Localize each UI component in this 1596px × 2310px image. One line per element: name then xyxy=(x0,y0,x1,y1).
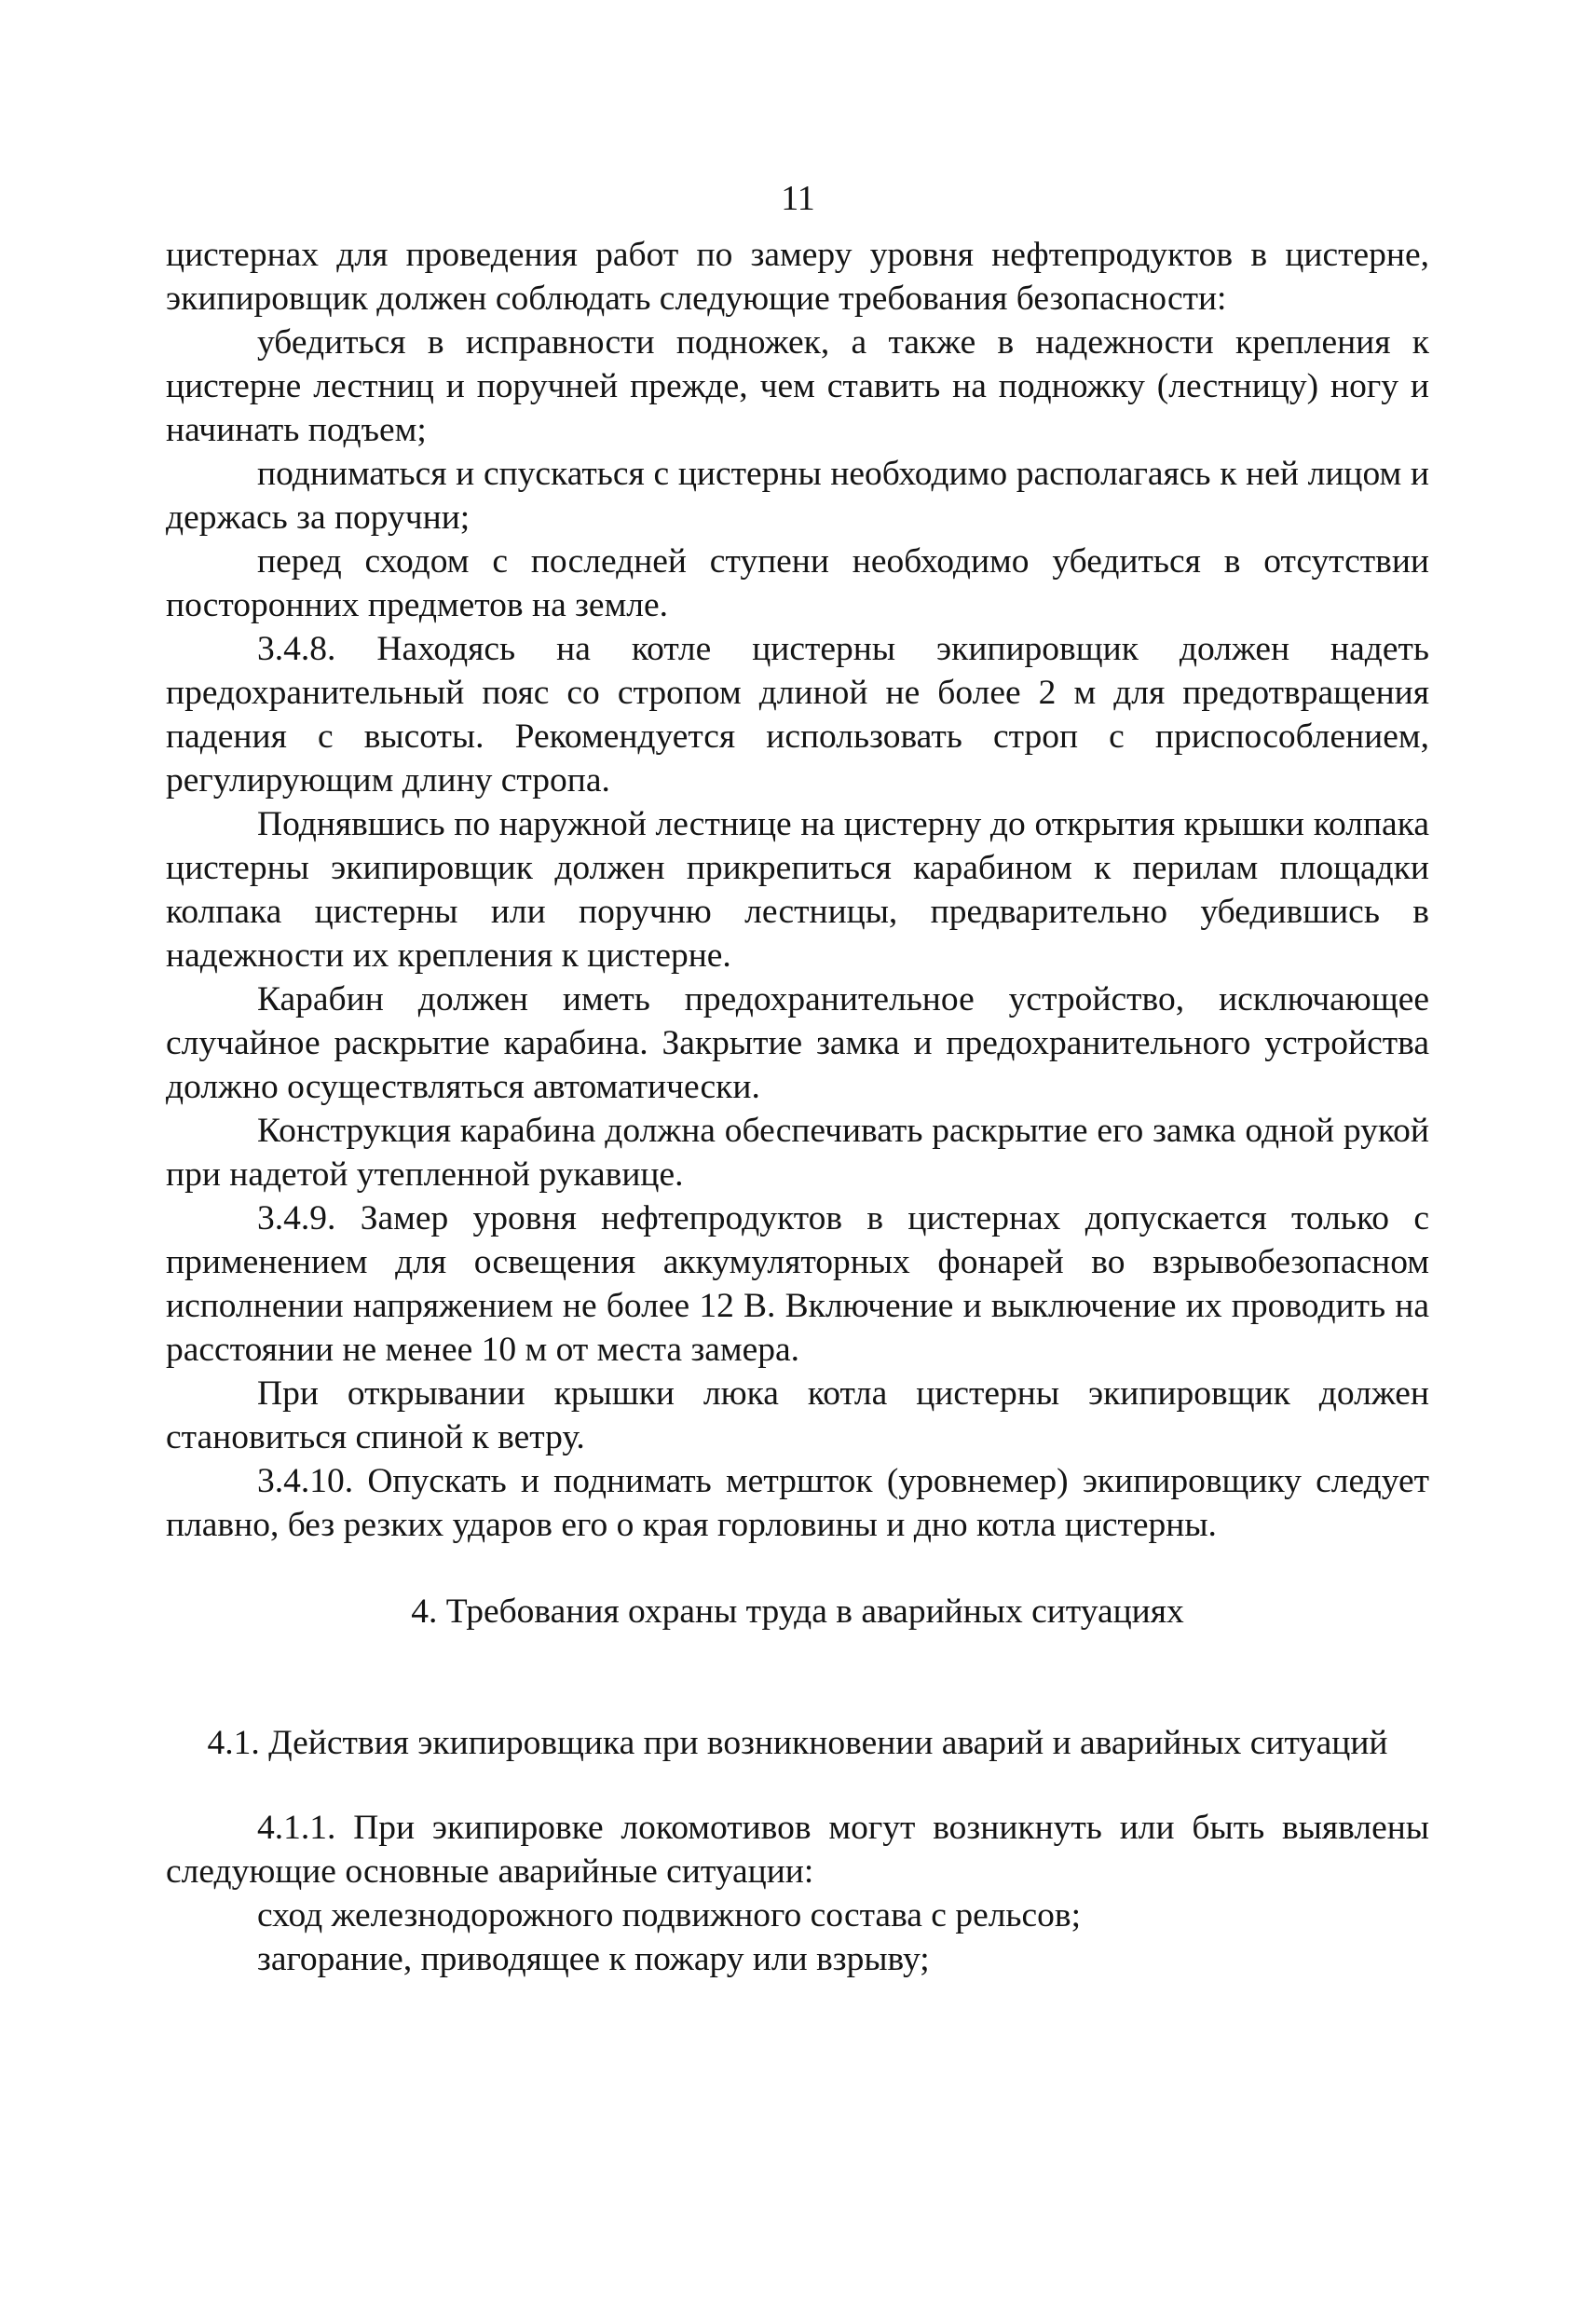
paragraph-3-4-10: 3.4.10. Опускать и поднимать метршток (уровнемер) экипировщику следует плавно, без резких ударов его о края горловины и дно котла цистерны. xyxy=(166,1462,1429,1544)
paragraph-3-4-9: 3.4.9. Замер уровня нефтепродуктов в цистернах допускается только с применением для освещения аккумуляторных фонарей во взрывобезопасном исполнении напряжением не более 12 В. Включение и выключение их проводить на расстоянии не менее 10 м от места замера. xyxy=(166,1199,1429,1369)
paragraph-hatch-opening: При открывании крышки люка котла цистерны экипировщик должен становиться спиной к ветру. xyxy=(166,1374,1429,1456)
page-number: 11 xyxy=(781,179,815,218)
document-body xyxy=(166,233,1429,1981)
paragraph-carabine-safety: Карабин должен иметь предохранительное устройство, исключающее случайное раскрытие карабина. Закрытие замка и предохранительного устройства должно осуществляться автоматически. xyxy=(166,980,1429,1106)
paragraph-carabine-design: Конструкция карабина должна обеспечивать раскрытие его замка одной рукой при надетой утепленной рукавице. xyxy=(166,1112,1429,1194)
paragraph-step-footrests: убедиться в исправности подножек, а также в надежности крепления к цистерне лестниц и поручней прежде, чем ставить на подножку (лестницу) ногу и начинать подъем; xyxy=(166,323,1429,449)
paragraph-4-1-1: 4.1.1. При экипировке локомотивов могут возникнуть или быть выявлены следующие основные аварийные ситуации: xyxy=(166,1809,1429,1891)
list-item-derailment: сход железнодорожного подвижного состава с рельсов; xyxy=(257,1896,1082,1934)
paragraph-continuation: цистернах для проведения работ по замеру уровня нефтепродуктов в цистерне, экипировщик должен соблюдать следующие требования безопасности: xyxy=(166,236,1429,318)
paragraph-step-descent: перед сходом с последней ступени необходимо убедиться в отсутствии посторонних предметов на земле. xyxy=(166,542,1429,624)
section-heading: 4. Требования охраны труда в аварийных ситуациях xyxy=(411,1592,1184,1631)
list-item-fire: загорание, приводящее к пожару или взрыву; xyxy=(257,1940,930,1978)
paragraph-3-4-8: 3.4.8. Находясь на котле цистерны экипировщик должен надеть предохранительный пояс со стропом длиной не более 2 м для предотвращения падения с высоты. Рекомендуется использовать строп с приспособлением, регулирующим длину стропа. xyxy=(166,630,1429,800)
paragraph-carabine-attach: Поднявшись по наружной лестнице на цистерну до открытия крышки колпака цистерны экипировщик должен прикрепиться карабином к перилам площадки колпака цистерны или поручню лестницы, предварительно убедившись в надежности их крепления к цистерне. xyxy=(166,805,1429,975)
subsection-heading: 4.1. Действия экипировщика при возникновении аварий и аварийных ситуаций xyxy=(207,1724,1388,1762)
paragraph-step-climbing: подниматься и спускаться с цистерны необходимо располагаясь к ней лицом и держась за поручни; xyxy=(166,455,1429,537)
